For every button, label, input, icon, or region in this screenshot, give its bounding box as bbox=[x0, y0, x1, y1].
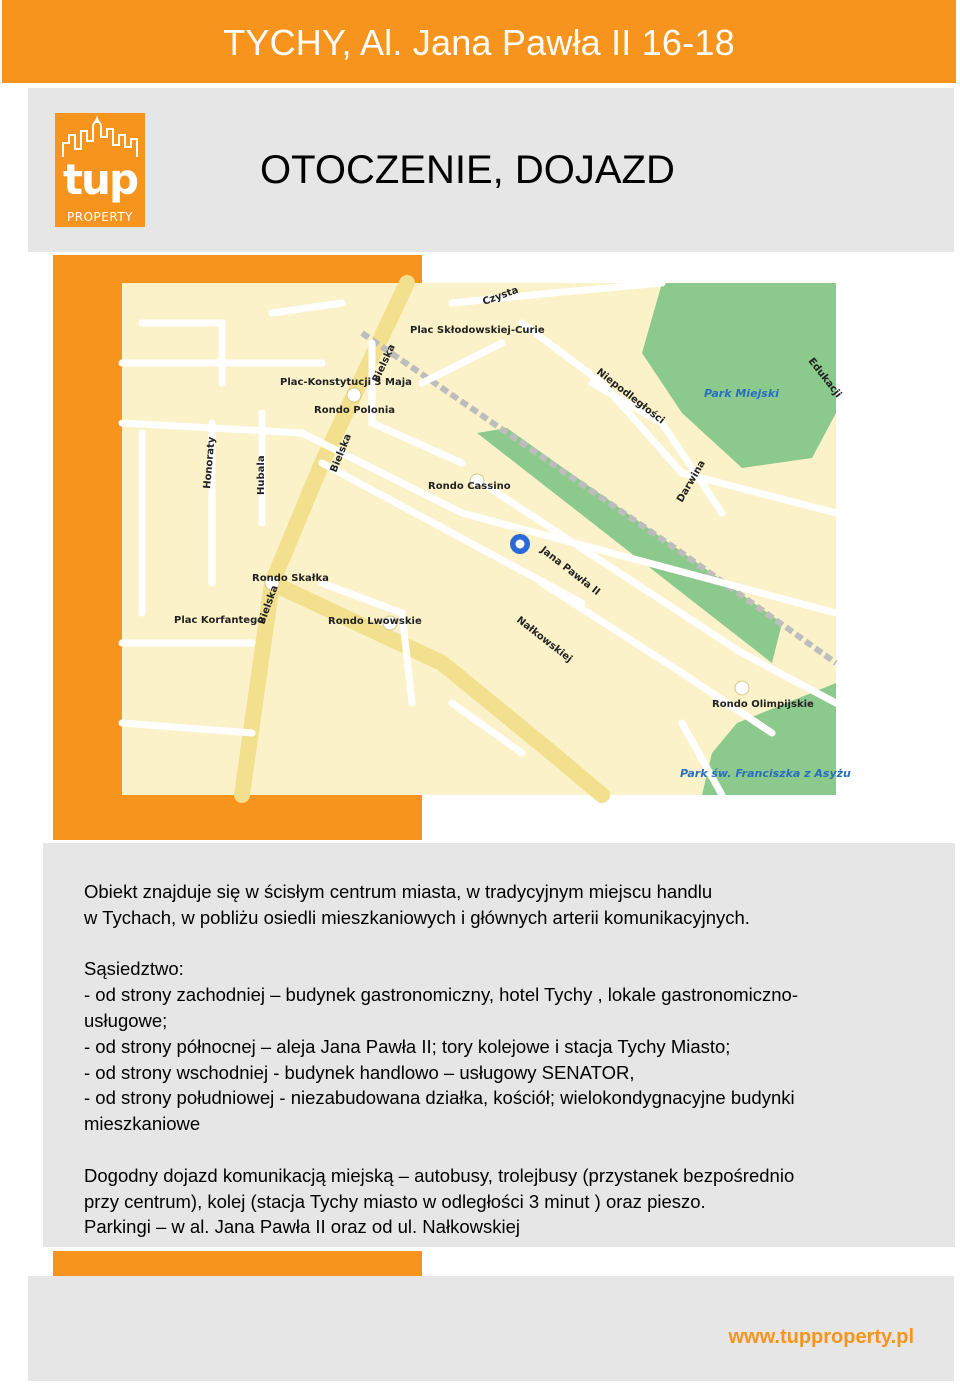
text-line: - od strony zachodniej – budynek gastronomiczny, hotel Tychy , lokale gastronomiczno- bbox=[84, 984, 798, 1006]
footer-orange-strip bbox=[53, 1251, 422, 1276]
text-line: w Tychach, w pobliżu osiedli mieszkaniowych i głównych arterii komunikacyjnych. bbox=[84, 906, 750, 928]
website-link[interactable]: www.tupproperty.pl bbox=[728, 1326, 914, 1348]
label-darwina: Darwina bbox=[675, 458, 708, 505]
label-jana-pawla: Jana Pawła II bbox=[538, 544, 602, 598]
label-hubala: Hubala bbox=[256, 455, 267, 495]
label-rondo-olimpijskie: Rondo Olimpijskie bbox=[712, 699, 814, 710]
description-text bbox=[84, 879, 924, 1240]
text-line: Sąsiedztwo: bbox=[84, 958, 184, 980]
label-rondo-cassino: Rondo Cassino bbox=[428, 481, 511, 492]
label-honoraty: Honoraty bbox=[202, 436, 218, 490]
label-rondo-skalka: Rondo Skałka bbox=[252, 573, 329, 584]
text-line: Obiekt znajduje się w ścisłym centrum miasta, w tradycyjnym miejscu handlu bbox=[84, 881, 713, 902]
label-bielska-top: Bielska bbox=[370, 342, 398, 385]
tup-property-logo bbox=[55, 113, 145, 227]
label-bielska-mid: Bielska bbox=[328, 432, 354, 475]
label-plac-korfantego: Plac Korfantego bbox=[174, 615, 265, 626]
label-niepodleglosci: Niepodległości bbox=[594, 366, 667, 427]
header-bar bbox=[2, 0, 956, 83]
label-bielska-low: Bielska bbox=[256, 584, 281, 627]
text-line: usługowe; bbox=[84, 1009, 168, 1031]
label-plac-sklodowskiej: Plac Skłodowskiej-Curie bbox=[410, 325, 545, 336]
location-map[interactable] bbox=[122, 283, 851, 795]
label-czysta: Czysta bbox=[481, 284, 520, 308]
page-title: OTOCZENIE, DOJAZD bbox=[260, 148, 675, 192]
text-line: - od strony północnej – aleja Jana Pawła II; tory kolejowe i stacja Tychy Miasto; bbox=[84, 1035, 731, 1057]
label-park-miejski: Park Miejski bbox=[704, 387, 779, 400]
label-nalkowskiej: Nałkowskiej bbox=[514, 614, 575, 665]
rondo-olimpijskie-circle bbox=[735, 681, 749, 695]
text-line: Parkingi – w al. Jana Pawła II oraz od ul. Nałkowskiej bbox=[84, 1216, 520, 1238]
document-title: TYCHY, Al. Jana Pawła II 16-18 bbox=[223, 22, 735, 63]
label-rondo-lwowskie: Rondo Lwowskie bbox=[328, 616, 422, 627]
text-line: - od strony wschodniej - budynek handlowo – usługowy SENATOR, bbox=[84, 1061, 635, 1083]
rondo-polonia-circle bbox=[347, 388, 361, 402]
label-park-franciszka: Park św. Franciszka z Asyżu bbox=[680, 767, 851, 780]
text-line: mieszkaniowe bbox=[84, 1113, 201, 1135]
map-drawing bbox=[122, 283, 851, 795]
label-edukacji: Edukacji bbox=[805, 356, 844, 401]
logo-subtitle: PROPERTY bbox=[67, 210, 133, 224]
location-pin-icon[interactable] bbox=[510, 534, 530, 554]
label-rondo-polonia: Rondo Polonia bbox=[314, 405, 395, 416]
text-line: przy centrum), kolej (stacja Tychy miasto w odległości 3 minut ) oraz pieszo. bbox=[84, 1190, 706, 1212]
text-line: Dogodny dojazd komunikacją miejską – autobusy, trolejbusy (przystanek bezpośrednio bbox=[84, 1164, 795, 1186]
main-diagonal-road bbox=[272, 583, 602, 795]
logo-wordmark: tup bbox=[62, 155, 138, 204]
label-plac-konstytucji: Plac-Konstytucji 3 Maja bbox=[280, 377, 412, 388]
text-line: - od strony południowej - niezabudowana działka, kościół; wielokondygnacyjne budynki bbox=[84, 1087, 795, 1109]
